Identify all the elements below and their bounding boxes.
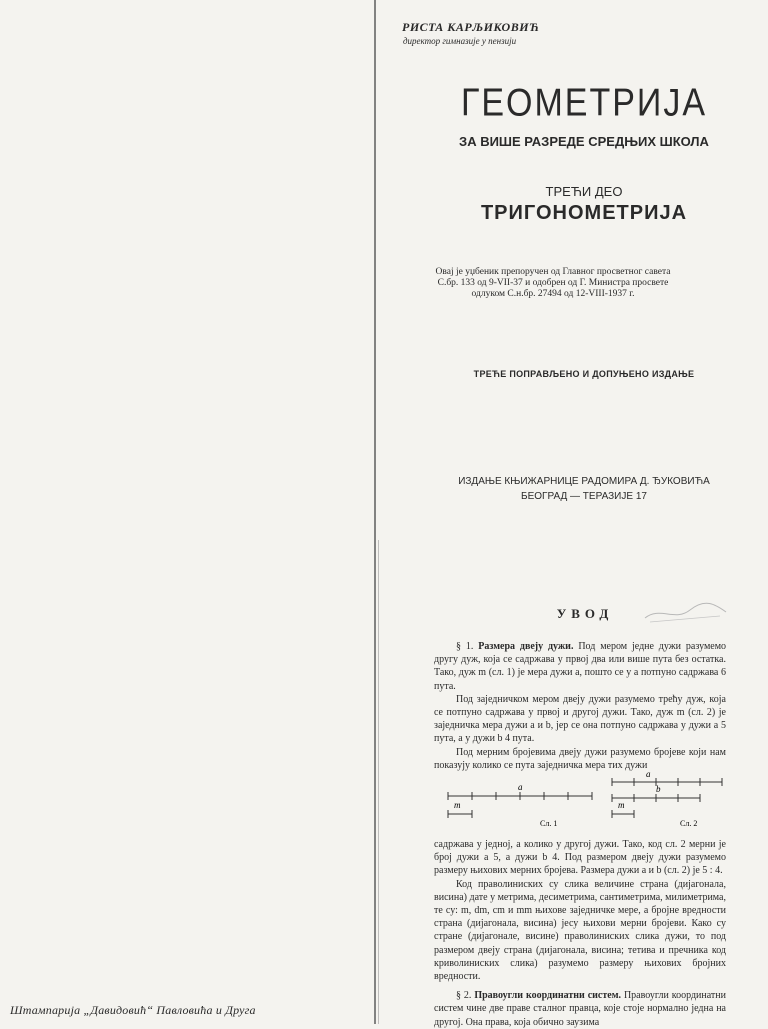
paragraph-4: садржава у једној, а колико у другој дужи. Тако, код сл. 2 мерни је број дужи a 5, а дужи b 4. Под размером двеју дужи разумемо размеру њихових мерних бројева. Размера дужи a и b (сл. 2) је 5 : 4. xyxy=(434,839,726,877)
fig1-label-m: m xyxy=(454,800,461,810)
edition-note: ТРЕЋЕ ПОПРАВЉЕНО И ДОПУЊЕНО ИЗДАЊЕ xyxy=(473,369,695,379)
section1-number: § 1. xyxy=(456,641,474,652)
approval-line-2: С.бр. 133 од 9-VII-37 и одобрен од Г. Министра просвете xyxy=(437,278,669,288)
part-number: ТРЕЋИ ДЕО xyxy=(545,184,623,199)
printer-imprint: Штампарија „Давидовић“ Павловића и Друга xyxy=(10,1003,256,1017)
intro-text-bottom xyxy=(434,838,726,1029)
figure-2 xyxy=(612,770,722,828)
figure-1 xyxy=(448,782,592,828)
paragraph-3: Под мерним бројевима двеју дужи разумемо бројеве који нам показују колико се пута заједничка мера тих дужи xyxy=(434,746,726,771)
book-title: ГЕОМЕТРИЈА xyxy=(460,81,708,125)
publisher-line-2: БЕОГРАД — ТЕРАЗИЈЕ 17 xyxy=(521,491,647,502)
book-subtitle: ЗА ВИШЕ РАЗРЕДЕ СРЕДЊИХ ШКОЛА xyxy=(459,134,709,149)
section2-title: Правоугли координатни систем. xyxy=(474,990,622,1002)
author-role: директор гимназије у пензији xyxy=(403,36,517,46)
figures-1-2 xyxy=(440,770,740,832)
section1-title: Размера двеју дужи. xyxy=(478,641,574,652)
page-fold xyxy=(374,0,376,1024)
publisher xyxy=(395,474,768,504)
publisher-line-1: ИЗДАЊЕ КЊИЖАРНИЦЕ РАДОМИРА Д. ЂУКОВИЋА xyxy=(458,476,710,487)
approval-line-1: Овај је уџбеник препоручен од Главног просветног савета xyxy=(435,267,671,277)
fig2-label-a: a xyxy=(646,770,651,779)
fig2-caption: Сл. 2 xyxy=(680,819,698,828)
section2-number: § 2. xyxy=(456,990,472,1002)
fig1-label-a: a xyxy=(518,782,523,792)
approval-note xyxy=(428,267,678,300)
part-title: ТРИГОНОМЕТРИЈА xyxy=(480,202,688,224)
paragraph-6: Правоугли координатни систем чине две праве сталног правца, које стоје нормално једна на другој. Она права, која обично заузима xyxy=(434,990,726,1028)
fig1-caption: Сл. 1 xyxy=(540,819,558,828)
intro-text-top xyxy=(434,640,726,772)
paragraph-1: Под мером једне дужи разумемо другу дуж, која се садржава у првој два или више пута без остатка. Тако, дуж m (сл. 1) је мера дужи a, пошто се у a потпуно садржава 6 пута. xyxy=(434,641,727,692)
fig2-label-b: b xyxy=(656,784,661,794)
paragraph-2: Под заједничком мером двеју дужи разумемо трећу дуж, која се потпуно садржава у првој и другој дужи. Тако, дуж m (сл. 2) је заједничка мера дужи a и b, јер се она потпуно садржава у дужи a 5 пута, а у дужи b 4 пута. xyxy=(434,693,726,745)
author-name: РИСТА КАРЉИКОВИЋ xyxy=(402,20,540,34)
page-fold-shadow xyxy=(378,540,379,1024)
fig2-label-m: m xyxy=(618,800,625,810)
approval-line-3: одлуком С.н.бр. 27494 од 12-VIII-1937 г. xyxy=(471,289,635,299)
section-heading: УВОД xyxy=(556,606,614,621)
paragraph-5: Код праволиниских су слика величине страна (дијагонала, висина) дате у метрима, десиметрима, сантиметрима, милиметрима, те су: m, dm, cm и mm њихове заједничке мере, а бројне вредности страна (дијагонала, висина) јесу њихови мерни бројеви. Како су стране (дијагонале, висине) праволиниских слика дужи, то под размером двеју страна (дијагонала, висина; тетива и пречника код криволиниских слика) разумемо размеру њихових бројних вредности. xyxy=(434,878,726,983)
